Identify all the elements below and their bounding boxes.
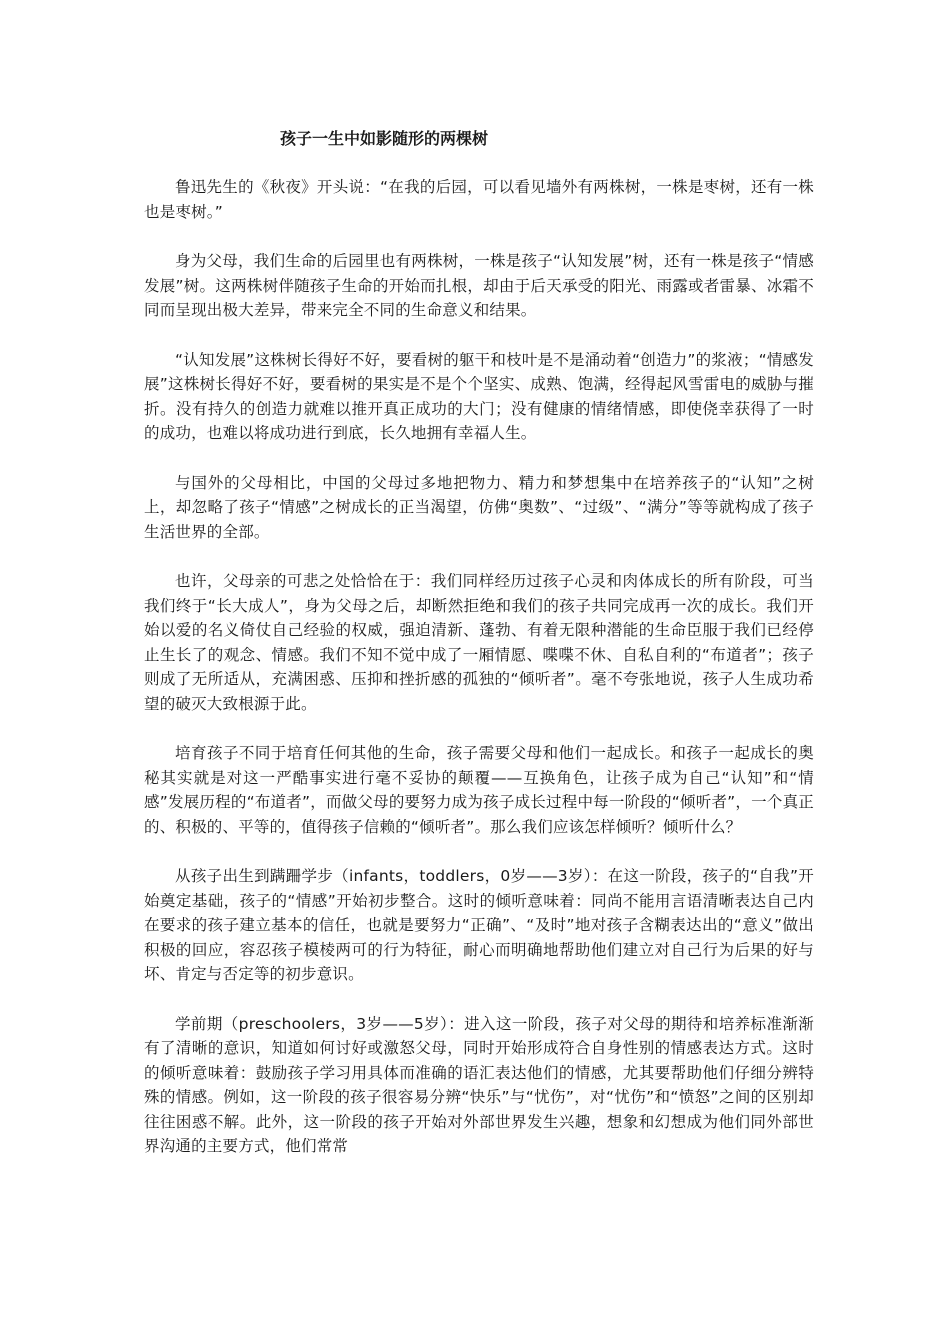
paragraph-4: 与国外的父母相比，中国的父母过多地把物力、精力和梦想集中在培养孩子的“认知”之树上，却忽略了孩子“情感”之树成长的正当渴望，仿佛“奥数”、“过级”、“满分”等等就构成了孩子生活世界的全部。 xyxy=(144,473,814,541)
paragraph-3: “认知发展”这株树长得好不好，要看树的躯干和枝叶是不是涌动着“创造力”的浆液；“情感发展”这株树长得好不好，要看树的果实是不是个个坚实、成熟、饱满，经得起风雪雷电的威胁与摧折。没有持久的创造力就难以推开真正成功的大门；没有健康的情绪情感，即使侥幸获得了一时的成功，也难以将成功进行到底，长久地拥有幸福人生。 xyxy=(144,350,814,442)
paragraph-5: 也许，父母亲的可悲之处恰恰在于：我们同样经历过孩子心灵和肉体成长的所有阶段，可当我们终于“长大成人”，身为父母之后，却断然拒绝和我们的孩子共同完成再一次的成长。我们开始以爱的名义倚仗自己经验的权威，强迫清新、蓬勃、有着无限种潜能的生命臣服于我们已经停止生长了的观念、情感。我们不知不觉中成了一厢情愿、喋喋不休、自私自利的“布道者”；孩子则成了无所适从，充满困惑、压抑和挫折感的孤独的“倾听者”。毫不夸张地说，孩子人生成功希望的破灭大致根源于此。 xyxy=(144,572,814,713)
paragraph-2: 身为父母，我们生命的后园里也有两株树，一株是孩子“认知发展”树，还有一株是孩子“情感发展”树。这两株树伴随孩子生命的开始而扎根，却由于后天承受的阳光、雨露或者雷暴、冰霜不同而呈现出极大差异，带来完全不同的生命意义和结果。 xyxy=(144,252,814,319)
paragraph-1: 鲁迅先生的《秋夜》开头说：“在我的后园，可以看见墙外有两株树，一株是枣树，还有一株也是枣树。” xyxy=(144,178,814,221)
paragraph-7: 从孩子出生到蹒跚学步（infants，toddlers，0岁——3岁）：在这一阶段，孩子的“自我”开始奠定基础，孩子的“情感”开始初步整合。这时的倾听意味着：同尚不能用言语清晰表达自己内在要求的孩子建立基本的信任，也就是要努力“正确”、“及时”地对孩子含糊表达出的“意义”做出积极的回应，容忍孩子模棱两可的行为特征，耐心而明确地帮助他们建立对自己行为后果的好与坏、肯定与否定等的初步意识。 xyxy=(144,867,814,983)
paragraph-8: 学前期（preschoolers，3岁——5岁）：进入这一阶段，孩子对父母的期待和培养标准渐渐有了清晰的意识，知道如何讨好或激怒父母，同时开始形成符合自身性别的情感表达方式。这时的倾听意味着：鼓励孩子学习用具体而准确的语汇表达他们的情感，尤其要帮助他们仔细分辨特殊的情感。例如，这一阶段的孩子很容易分辨“快乐”与“忧伤”，对“忧伤”和“愤怒”之间的区别却往往困惑不解。此外，这一阶段的孩子开始对外部世界发生兴趣，想象和幻想成为他们同外部世界沟通的主要方式，他们常常 xyxy=(144,1014,814,1155)
document-body xyxy=(144,175,814,1184)
paragraph-6: 培育孩子不同于培育任何其他的生命，孩子需要父母和他们一起成长。和孩子一起成长的奥秘其实就是对这一严酷事实进行毫不妥协的颠覆——互换角色，让孩子成为自己“认知”和“情感”发展历程的“布道者”，而做父母的要努力成为孩子成长过程中每一阶段的“倾听者”，一个真正的、积极的、平等的，值得孩子信赖的“倾听者”。那么我们应该怎样倾听？倾听什么？ xyxy=(144,744,814,836)
document-title: 孩子一生中如影随形的两棵树 xyxy=(280,129,489,148)
